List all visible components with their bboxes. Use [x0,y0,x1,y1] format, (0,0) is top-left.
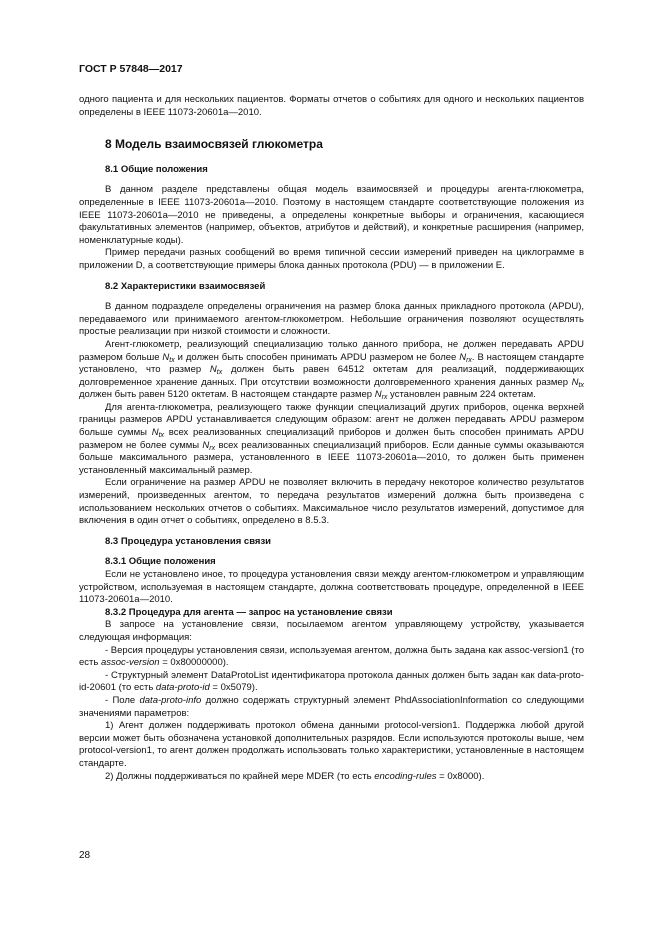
list-item-data-proto-info: - Поле data-proto-info должно содержать структурный элемент PhdAssociationInformation со следующими значениями параметров: [79,694,584,719]
section-8-3-heading: 8.3 Процедура установления связи [105,535,272,547]
numbered-item-2: 2) Должны поддерживаться по крайней мере MDER (то есть encoding-rules = 0x8000). [105,770,485,782]
section-8-1-paragraph-1: В данном разделе представлены общая модель взаимосвязей и процедуры агента-глюкометра, определенные в IEEE 11073-20601a—2010. Поэтому в настоящем стандарте соответствующие положения из IEEE 11073-20601a—2010 не приведены, а определены конкретные выборы и ограничения, касающиеся факультативных элементов (например, объектов, атрибутов и действий), и конкретные расширения (например, номенклатурные коды). [79,184,584,246]
section-8-3-2-heading: 8.3.2 Процедура для агента — запрос на установление связи [105,606,393,618]
section-8-heading: 8 Модель взаимосвязей глюкометра [105,137,323,152]
section-8-2-heading: 8.2 Характеристики взаимосвязей [105,280,266,292]
section-8-1-heading: 8.1 Общие положения [105,163,208,175]
section-8-3-2-paragraph: В запросе на установление связи, посылаемом агентом управляющему устройству, указывается следующая информация: [79,619,584,643]
document-header: ГОСТ Р 57848—2017 [79,63,183,75]
section-8-2-paragraph-3: Для агента-глюкометра, реализующего также функции специализаций других приборов, оценка верхней границы размеров APDU устанавливается следующим образом: агент не должен передавать APDU размером больше суммы $N_{tx}$ всех реализованных специализаций приборов и должен быть способен принимать APDU размером не более суммы $N_{rx}$ всех реализованных специализаций приборов. Если данные суммы оказываются больше максимального размера, установленного в IEEE 11073-20601a—2010, то должен быть применен установленный максимальный размер. [79,401,584,476]
section-8-1-paragraph-2: Пример передачи разных сообщений во время типичной сессии измерений приведен на циклограмме в приложении D, а соответствующие примеры блока данных протокола (PDU) — в приложении E. [79,247,584,271]
document-body [79,94,584,783]
section-8-3-1-paragraph: Если не установлено иное, то процедура установления связи между агентом-глюкометром и управляющим устройством, используемая в настоящем стандарте, должна соответствовать процедуре, определенной в IEEE 11073-20601a—2010. [79,569,584,606]
section-8-3-1-heading: 8.3.1 Общие положения [105,556,216,568]
section-8-2-paragraph-1: В данном подразделе определены ограничения на размер блока данных прикладного протокола (APDU), передаваемого или принимаемого агентом-глюкометром. Небольшие ограничения позволяют осуществлять простые реализации при низкой стоимости и сложности. [79,301,584,338]
list-item-assoc-version: - Версия процедуры установления связи, используемая агентом, должна быть задана как assoc-version1 (то есть assoc-version = 0x80000000). [79,644,584,669]
section-8-2-paragraph-2: Агент-глюкометр, реализующий специализацию только данного прибора, не должен передавать APDU размером больше $N_{tx}$ и должен быть способен принимать APDU размером не более $N_{rx}$. В настоящем стандарте установлено, что размер $N_{tx}$ должен быть равен 64512 октетам для реализаций, поддерживающих долговременное хранение данных. При отсутствии возможности долговременного хранения данных размер $N_{tx}$ должен быть равен 5120 октетам. В настоящем стандарте размер $N_{rx}$ установлен равным 224 октетам. [79,338,584,402]
continuation-paragraph: одного пациента и для нескольких пациентов. Форматы отчетов о событиях для одного и нескольких пациентов определены в IEEE 11073-20601a—2010. [79,94,584,118]
numbered-item-1: 1) Агент должен поддерживать протокол обмена данными protocol-version1. Поддержка любой другой версии может быть обозначена установкой дополнительных разрядов. Если используются протоколы выше, чем protocol-version1, то агент должен продолжать использовать только характеристики, установленные в настоящем стандарте. [79,720,584,769]
list-item-data-proto-id: - Структурный элемент DataProtoList идентификатора протокола данных должен быть задан как data-proto-id-20601 (то есть data-proto-id = 0x5079). [79,669,584,694]
page-number: 28 [79,850,91,861]
section-8-2-paragraph-4: Если ограничение на размер APDU не позволяет включить в передачу некоторое количество результатов измерений, произведенных агентом, то передача результатов измерений должна быть произведена с использованием нескольких отчетов о событиях. Максимальное число результатов измерений, допустимое для включения в один отчет о событиях, определено в 8.5.3. [79,477,584,527]
